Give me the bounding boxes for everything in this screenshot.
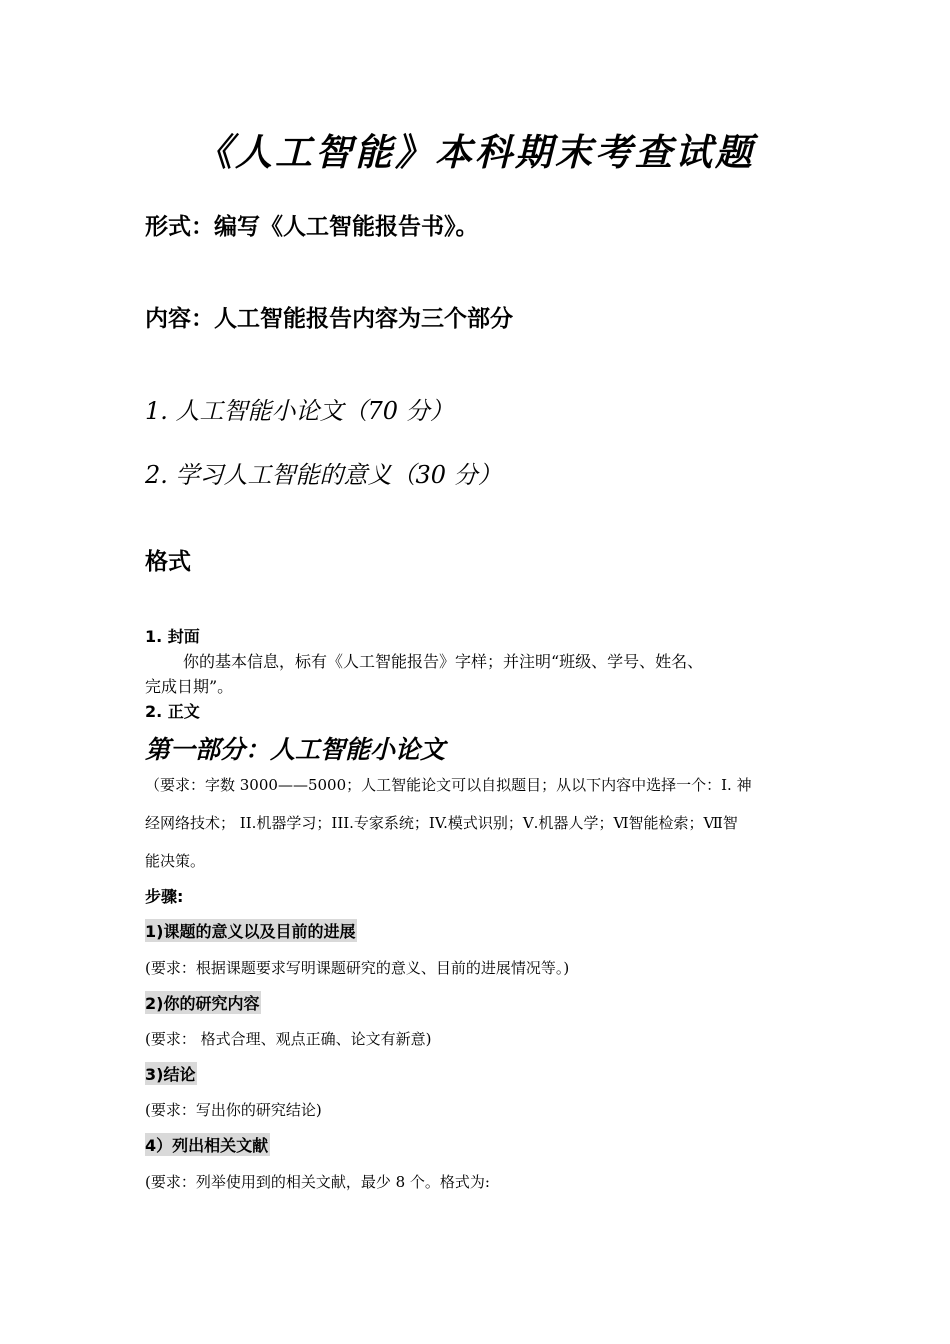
step-heading-4: 4）列出相关文献: [145, 1133, 270, 1156]
step-requirement-1: (要求：根据课题要求写明课题研究的意义、目前的进展情况等。): [145, 959, 570, 977]
step-requirement-2: (要求： 格式合理、观点正确、论文有新意): [145, 1030, 432, 1048]
part-item-1: 1. 人工智能小论文（70 分）: [145, 397, 454, 425]
step-heading-3: 3)结论: [145, 1062, 197, 1085]
part-one-title: 第一部分：人工智能小论文: [145, 735, 446, 764]
page-title: 《人工智能》本科期末考查试题: [195, 131, 755, 174]
cover-text-line2: 完成日期”。: [145, 677, 234, 696]
step-heading-1: 1)课题的意义以及目前的进展: [145, 919, 357, 942]
requirement-line-1: （要求：字数 3000——5000；人工智能论文可以自拟题目；从以下内容中选择一个：I. 神: [145, 776, 752, 794]
body-heading: 2. 正文: [145, 702, 200, 721]
form-line: 形式：编写《人工智能报告书》。: [145, 214, 479, 240]
step-requirement-3: (要求：写出你的研究结论): [145, 1101, 322, 1119]
content-line: 内容：人工智能报告内容为三个部分: [145, 306, 513, 332]
requirement-line-3: 能决策。: [145, 852, 206, 870]
format-heading: 格式: [145, 549, 191, 575]
part-item-2: 2. 学习人工智能的意义（30 分）: [145, 461, 502, 489]
step-heading-2: 2)你的研究内容: [145, 991, 261, 1014]
cover-text-line1: 你的基本信息，标有《人工智能报告》字样；并注明“班级、学号、姓名、: [183, 652, 704, 671]
requirement-line-2: 经网络技术； II.机器学习；III.专家系统；IV.模式识别；Ⅴ.机器人学；Ⅵ智能检索；Ⅶ智: [145, 814, 738, 832]
cover-heading: 1. 封面: [145, 627, 200, 646]
step-requirement-4: (要求：列举使用到的相关文献，最少 8 个。格式为:: [145, 1173, 490, 1191]
steps-label: 步骤:: [145, 887, 184, 906]
